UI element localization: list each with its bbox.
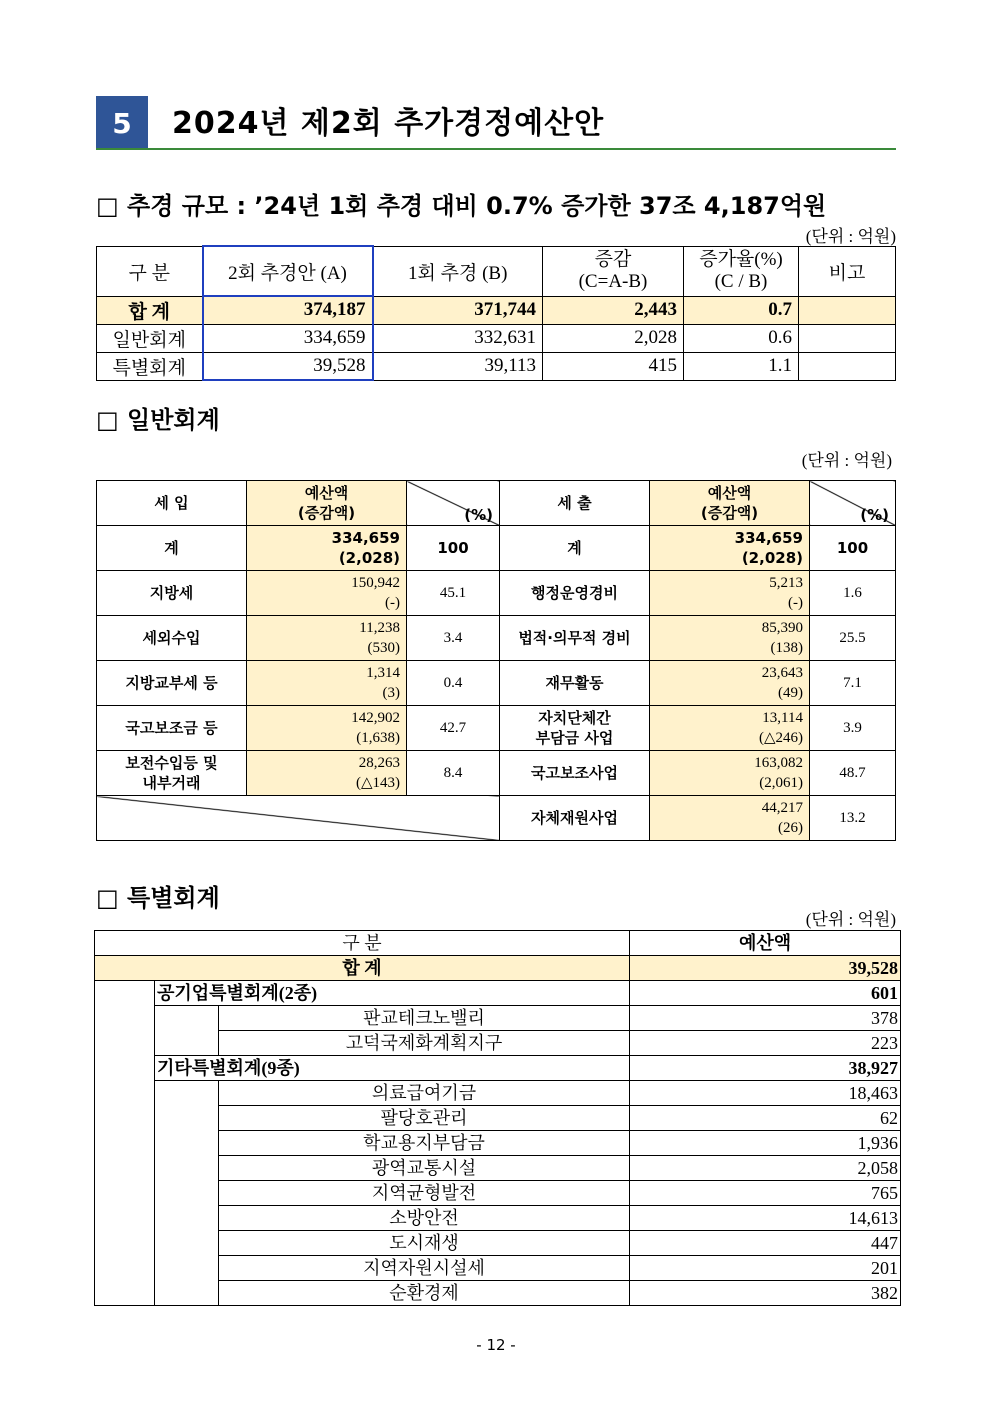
revenue-label: 국고보조금 등 [97, 706, 247, 751]
row-label: 일반회계 [97, 324, 203, 352]
header-remarks: 비고 [799, 246, 896, 296]
revenue-percent: 42.7 [407, 706, 500, 751]
cell-e [799, 324, 896, 352]
table-row [97, 352, 896, 380]
item-label: 학교용지부담금 [219, 1131, 630, 1156]
item-label: 지역균형발전 [219, 1181, 630, 1206]
row-label: 합 계 [97, 296, 203, 324]
expenditure-percent: 3.9 [810, 706, 896, 751]
item-label: 고덕국제화계획지구 [219, 1031, 630, 1056]
expenditure-percent: 1.6 [810, 571, 896, 616]
page-title: 2024년 제2회 추가경정예산안 [172, 106, 605, 141]
section2-heading: □ 일반회계 [96, 406, 220, 434]
item-value: 765 [630, 1181, 901, 1206]
item-value: 201 [630, 1256, 901, 1281]
table-row [97, 296, 896, 324]
expenditure-amount: 334,659 (2,028) [650, 526, 810, 571]
expenditure-amount: 163,082 (2,061) [650, 751, 810, 796]
revenue-amount: 142,902 (1,638) [247, 706, 407, 751]
header-second-supplementary: 2회 추경안 (A) [203, 246, 373, 296]
revenue-amount: 1,314 (3) [247, 661, 407, 706]
cell-b: 371,744 [373, 296, 543, 324]
table-row [95, 981, 901, 1006]
section2-unit: (단위 : 억원) [801, 451, 892, 470]
revenue-label: 보전수입등 및 내부거래 [97, 751, 247, 796]
header-revenue: 세 입 [97, 481, 247, 526]
revenue-amount: 150,942 (-) [247, 571, 407, 616]
expenditure-percent: 100 [810, 526, 896, 571]
table-row [97, 526, 896, 571]
spacer-cell [95, 981, 155, 1306]
header-percent: (%) [407, 481, 500, 526]
total-label: 합 계 [95, 956, 630, 981]
revenue-percent: 8.4 [407, 751, 500, 796]
header-amount: 예산액 [630, 931, 901, 956]
header-expenditure: 세 출 [500, 481, 650, 526]
header-amount: 예산액 (증감액) [650, 481, 810, 526]
item-label: 광역교통시설 [219, 1156, 630, 1181]
section-number-badge: 5 [96, 96, 148, 150]
expenditure-label: 행정운영경비 [500, 571, 650, 616]
row-label: 특별회계 [97, 352, 203, 380]
general-account-table [96, 480, 896, 841]
section3-unit: (단위 : 억원) [805, 910, 896, 929]
revenue-percent: 3.4 [407, 616, 500, 661]
item-label: 도시재생 [219, 1231, 630, 1256]
cell-e [799, 296, 896, 324]
expenditure-amount: 85,390 (138) [650, 616, 810, 661]
expenditure-percent: 25.5 [810, 616, 896, 661]
expenditure-percent: 48.7 [810, 751, 896, 796]
item-value: 2,058 [630, 1156, 901, 1181]
expenditure-label: 자치단체간 부담금 사업 [500, 706, 650, 751]
expenditure-label: 국고보조사업 [500, 751, 650, 796]
header-category: 구 분 [95, 931, 630, 956]
item-value: 18,463 [630, 1081, 901, 1106]
group-value: 38,927 [630, 1056, 901, 1081]
cell-d: 0.7 [684, 296, 799, 324]
expenditure-percent: 13.2 [810, 796, 896, 841]
revenue-label: 세외수입 [97, 616, 247, 661]
table-row [95, 1081, 901, 1106]
group-label: 기타특별회계(9종) [155, 1056, 630, 1081]
cell-d: 1.1 [684, 352, 799, 380]
cell-a: 374,187 [203, 296, 373, 324]
revenue-percent: 100 [407, 526, 500, 571]
expenditure-amount: 23,643 (49) [650, 661, 810, 706]
revenue-percent: 45.1 [407, 571, 500, 616]
table-row [95, 956, 901, 981]
special-account-table [94, 930, 901, 1306]
item-label: 의료급여기금 [219, 1081, 630, 1106]
table-row [97, 796, 896, 841]
expenditure-amount: 5,213 (-) [650, 571, 810, 616]
title-divider [96, 148, 896, 150]
item-value: 382 [630, 1281, 901, 1306]
expenditure-label: 재무활동 [500, 661, 650, 706]
item-value: 1,936 [630, 1131, 901, 1156]
total-value: 39,528 [630, 956, 901, 981]
header-category: 구 분 [97, 246, 203, 296]
cell-d: 0.6 [684, 324, 799, 352]
cell-b: 332,631 [373, 324, 543, 352]
table-row [95, 1006, 901, 1031]
empty-diagonal-cell [97, 796, 500, 841]
item-label: 소방안전 [219, 1206, 630, 1231]
revenue-amount: 28,263 (△143) [247, 751, 407, 796]
spacer-cell [155, 1081, 219, 1306]
cell-c: 2,028 [543, 324, 684, 352]
spacer-cell [155, 1006, 219, 1056]
item-label: 지역자원시설세 [219, 1256, 630, 1281]
section1-unit: (단위 : 억원) [805, 227, 896, 246]
table-row [97, 661, 896, 706]
item-value: 378 [630, 1006, 901, 1031]
header-amount: 예산액 (증감액) [247, 481, 407, 526]
section3-heading: □ 특별회계 [96, 884, 220, 912]
item-value: 62 [630, 1106, 901, 1131]
header-growth-rate: 증가율(%) (C / B) [684, 246, 799, 296]
revenue-label: 계 [97, 526, 247, 571]
expenditure-label: 계 [500, 526, 650, 571]
header-percent: (%) [810, 481, 896, 526]
expenditure-label: 법적·의무적 경비 [500, 616, 650, 661]
cell-b: 39,113 [373, 352, 543, 380]
item-value: 223 [630, 1031, 901, 1056]
section1-heading: □ 추경 규모 : ’24년 1회 추경 대비 0.7% 증가한 37조 4,187억원 [96, 192, 827, 220]
revenue-amount: 334,659 (2,028) [247, 526, 407, 571]
table-row [97, 571, 896, 616]
table-row [97, 751, 896, 796]
item-label: 판교테크노밸리 [219, 1006, 630, 1031]
table-row [95, 1056, 901, 1081]
cell-c: 415 [543, 352, 684, 380]
revenue-label: 지방세 [97, 571, 247, 616]
expenditure-percent: 7.1 [810, 661, 896, 706]
revenue-label: 지방교부세 등 [97, 661, 247, 706]
item-value: 447 [630, 1231, 901, 1256]
cell-a: 39,528 [203, 352, 373, 380]
header-first-supplementary: 1회 추경 (B) [373, 246, 543, 296]
revenue-percent: 0.4 [407, 661, 500, 706]
table-row [97, 324, 896, 352]
cell-a: 334,659 [203, 324, 373, 352]
group-value: 601 [630, 981, 901, 1006]
table-row [97, 616, 896, 661]
expenditure-amount: 44,217 (26) [650, 796, 810, 841]
expenditure-amount: 13,114 (△246) [650, 706, 810, 751]
header-change: 증감 (C=A-B) [543, 246, 684, 296]
expenditure-label: 자체재원사업 [500, 796, 650, 841]
group-label: 공기업특별회계(2종) [155, 981, 630, 1006]
scale-summary-table [96, 245, 896, 381]
item-value: 14,613 [630, 1206, 901, 1231]
item-label: 팔당호관리 [219, 1106, 630, 1131]
revenue-amount: 11,238 (530) [247, 616, 407, 661]
page-number: - 12 - [476, 1336, 516, 1354]
cell-e [799, 352, 896, 380]
cell-c: 2,443 [543, 296, 684, 324]
item-label: 순환경제 [219, 1281, 630, 1306]
table-row [97, 706, 896, 751]
